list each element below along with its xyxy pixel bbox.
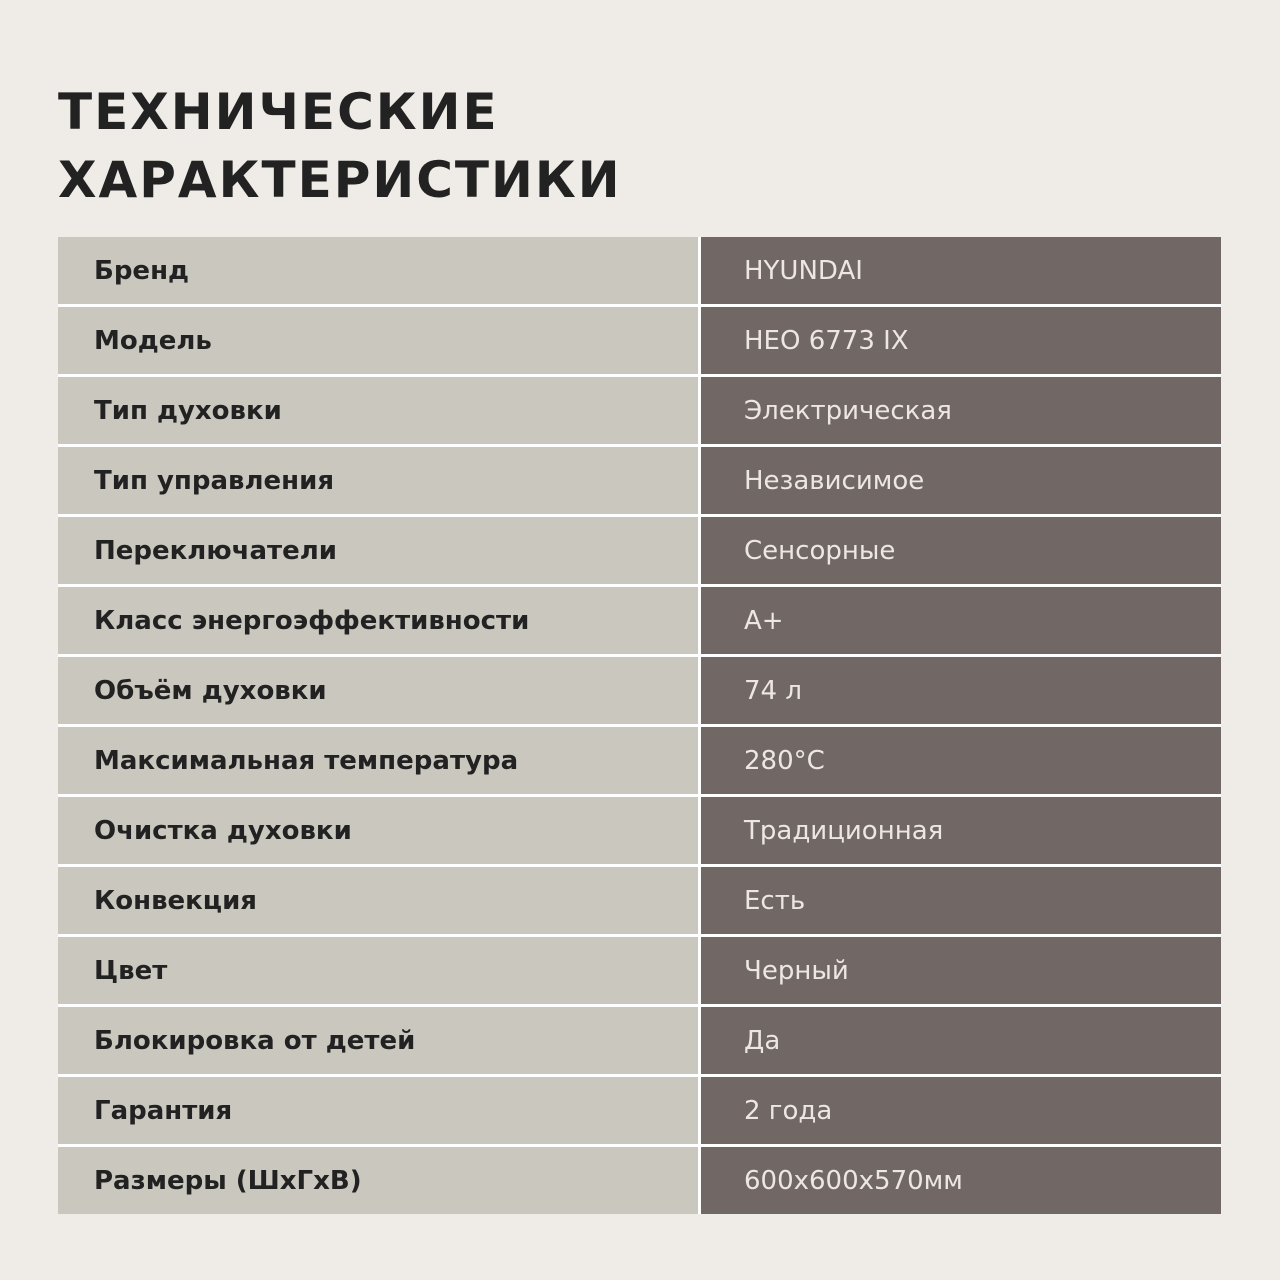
- spec-value-control-type: Независимое: [701, 447, 1221, 514]
- spec-label-oven-type: Тип духовки: [58, 377, 698, 444]
- spec-value-brand: HYUNDAI: [701, 237, 1221, 304]
- spec-label-color: Цвет: [58, 937, 698, 1004]
- spec-value-energy-class: A+: [701, 587, 1221, 654]
- spec-value-max-temperature: 280°C: [701, 727, 1221, 794]
- spec-label-oven-volume: Объём духовки: [58, 657, 698, 724]
- spec-value-oven-volume: 74 л: [701, 657, 1221, 724]
- spec-label-oven-cleaning: Очистка духовки: [58, 797, 698, 864]
- spec-value-oven-type: Электрическая: [701, 377, 1221, 444]
- spec-value-switches: Сенсорные: [701, 517, 1221, 584]
- spec-value-child-lock: Да: [701, 1007, 1221, 1074]
- spec-label-max-temperature: Максимальная температура: [58, 727, 698, 794]
- spec-label-brand: Бренд: [58, 237, 698, 304]
- spec-label-convection: Конвекция: [58, 867, 698, 934]
- page-title-line-1: ТЕХНИЧЕСКИЕ: [58, 83, 499, 141]
- spec-value-convection: Есть: [701, 867, 1221, 934]
- spec-value-warranty: 2 года: [701, 1077, 1221, 1144]
- spec-label-switches: Переключатели: [58, 517, 698, 584]
- spec-value-model: HEO 6773 IX: [701, 307, 1221, 374]
- spec-value-color: Черный: [701, 937, 1221, 1004]
- spec-label-warranty: Гарантия: [58, 1077, 698, 1144]
- spec-label-energy-class: Класс энергоэффективности: [58, 587, 698, 654]
- spec-value-oven-cleaning: Традиционная: [701, 797, 1221, 864]
- page-title: [58, 78, 622, 214]
- spec-label-child-lock: Блокировка от детей: [58, 1007, 698, 1074]
- spec-label-control-type: Тип управления: [58, 447, 698, 514]
- spec-label-model: Модель: [58, 307, 698, 374]
- spec-table: [58, 237, 1221, 1214]
- page-title-line-2: ХАРАКТЕРИСТИКИ: [58, 151, 622, 209]
- spec-value-dimensions: 600x600x570мм: [701, 1147, 1221, 1214]
- spec-label-dimensions: Размеры (ШхГхВ): [58, 1147, 698, 1214]
